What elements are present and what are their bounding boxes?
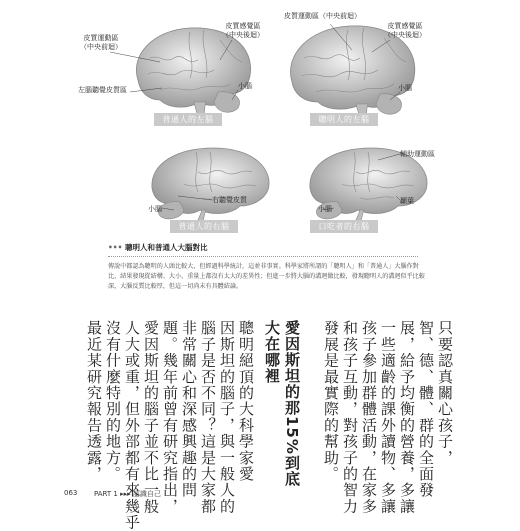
- text-column: 非常關心和深感興趣的問: [180, 320, 198, 499]
- label-cerebellum: 小腦: [398, 84, 412, 92]
- text-column: 聰明絕頂的大科學家愛: [237, 320, 255, 482]
- text-column: 一些適齡的課外讀物、多讓: [379, 320, 397, 515]
- text-column: 和孩子互動，對孩子的智力: [341, 320, 359, 515]
- label-sensory-cortex: 皮質感覺區 （中央後迴）: [222, 22, 264, 39]
- caption-normal-right-brain: 普通人的右腦: [170, 220, 238, 233]
- page-number: 063: [64, 489, 78, 497]
- label-motor-cortex: 皮質運動區（中央前迴）: [284, 12, 361, 20]
- body-paragraph-right: [321, 320, 454, 515]
- text-column: 發展是最實際的幫助。: [322, 320, 340, 482]
- caption-smart-left-brain: 聰明人的左腦: [310, 113, 378, 126]
- label-left-auditory-cortex: 左腦聽覺皮質區: [78, 86, 127, 94]
- label-motor-cortex: 皮質運動區 （中央前迴）: [80, 34, 122, 51]
- text-column: 孩子參加群體活動，在家多: [360, 320, 378, 515]
- label-right-auditory-cortex: 右聽覺皮質: [212, 196, 247, 204]
- article-heading: [262, 320, 302, 487]
- caption-stutterer-right-brain: 口吃者的右腦: [310, 220, 378, 233]
- text-column: 腦子是否不同？這是大家都: [199, 320, 217, 515]
- running-footer: PART 1 ▸▸▸ 認識自己: [94, 490, 161, 498]
- text-column: 最近某研究報告透露，: [85, 320, 103, 482]
- text-column: 題。幾年前曾有研究指出，: [161, 320, 179, 515]
- text-column: 愛因斯坦的腦子並不比一般: [142, 320, 160, 515]
- comparison-title-text: 聰明人和普通人大腦對比: [125, 243, 208, 252]
- comparison-text: 傳說中都認為聰明的人頭比較大，但經過科學統計，這並非事實。科學家將所謂的「聰明人」和「普通人」大腦作對比，結果發現從結構、大小、重量上都沒有太大的差異性；但進一步將大腦的溝迴做比較，發現聰明人的溝迴似乎比較深，大腦反質比較厚，但這一切尚未有具體結論。: [108, 263, 425, 290]
- label-temporal-lobe: 顳葉: [400, 197, 414, 205]
- heading-line-2: 大在哪裡: [263, 320, 281, 384]
- comparison-title: [108, 242, 208, 253]
- label-cerebellum: 小腦: [238, 82, 252, 90]
- text-column: 沒有什麼特別的地方。: [104, 320, 122, 482]
- heading-line-1: 愛因斯坦的那15%到底: [283, 320, 301, 487]
- text-column: 只要認真關心孩子，: [436, 320, 454, 466]
- text-column: 智、德、體、群的全面發: [417, 320, 435, 499]
- arrow-dots-icon: •••: [108, 243, 123, 252]
- label-cerebellum: 小腦: [148, 205, 162, 213]
- text-column: 人大或重，但外部都有來幾乎: [123, 320, 141, 531]
- label-cerebellum: 小腦: [318, 205, 332, 213]
- label-supplementary-motor-area: 輔助運動區: [400, 150, 435, 158]
- divider: [108, 256, 418, 257]
- label-sensory-cortex: 皮質感覺區 （中央後迴）: [384, 22, 426, 39]
- text-column: 因斯坦的腦子，與一般人的: [218, 320, 236, 515]
- text-column: 展，給予均衡的營養，多讓: [398, 320, 416, 515]
- caption-normal-left-brain: 普通人的左腦: [154, 113, 222, 126]
